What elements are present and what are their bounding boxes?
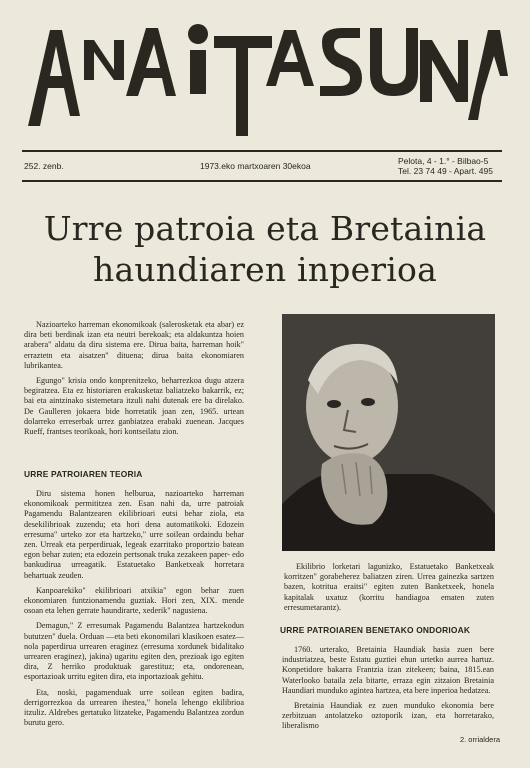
left-column-top (24, 320, 244, 442)
paragraph: Nazioarteko harreman ekonomikoak (salerosketak eta abar) ez dira beti berdinak izan eta neutri berekoak; eta aldakuntza hoien arabera" aldatu da diru sistema ere. Dirua baita, harreman hoik" erraztetn eta aisatzen" dituena; dirua baita ekonomiaren lubrikantea. (24, 320, 244, 370)
portrait-image (282, 314, 495, 551)
issue-number: 252. zenb. (24, 161, 64, 171)
paragraph: Diru sistema honen helburua, nazioarteko harreman ekonomikoak permititzea zen. Esan nahi da, urre patroiak Pagamendu Balantzearen ekilibrioari eutsi behar ziola, eta desekilibrioak zuzendu; eta hori dena automatikoki. Edozein erresuma" urteko zor eta hartzeko," urre soilean ordaindu behar zen. Urreak eta perperdiruak, legeak ezarritako proportzio batean egon behar zuten; eta edozein pertsonak truka zezakeen paper- edo bankudirua urreagatik. Estatuetako Banketxeak horretara behartuak zeuden. (24, 489, 244, 580)
paragraph: 1760. urterako, Bretainia Haundiak hasia zuen bere industriatzea, beste Estatu guztiei ehun urtetko aurrea hartuz. Konpetidore bakarra Frantzia izan zitekeen; baina, 1815.ean Waterlooko bataila zela bitarte, erraza egin zitzaion Bretainia Haundiari munduko agintea hartzea, eta bere inperioa hedatzea. (282, 645, 494, 695)
paragraph: Kanpoarekiko" ekilibrioari atxikia" egon behar zuen ekonomiaren funtzionamendu guztiak. Hori zen, XIX. mende osoan eta lehen gerrate haundirarte, xederik" nagusiena. (24, 585, 244, 616)
headline-line-2: haundiaren inperioa (93, 250, 437, 289)
headline-line-1: Urre patroia eta Bretainia (43, 209, 487, 248)
paragraph: Egungo" krisia ondo konprenitzeko, beharrezkoa dugu atzera begiratzea. Eta ez historiaren erakusketaz baliatzeko bakarrik, ez; bai eta aintzinako sistemetara itzuli nahi dutenak ere ba direlako. De Gaulleren jokaera bide horretatik joan zen, 1965. urtean dolarreko erreserbak urrez ganbiatzea erabaki zuenean. Jacques Rueff, frantses teorikoak, hori kontseilatu zion. (24, 376, 244, 437)
left-column-bottom (24, 489, 244, 733)
page-headline (20, 208, 510, 290)
bleed-through-text (40, 4, 480, 11)
subheading-benetako-ondorioak: URRE PATROIAREN BENETAKO ONDORIOAK (280, 625, 471, 635)
subheading-urre-patroiaren-teoria: URRE PATROIAREN TEORIA (24, 469, 143, 479)
header-rule-bottom (22, 180, 502, 182)
header-rule-top (22, 150, 502, 152)
paragraph: Eta, noski, pagamenduak urre soilean egiten badira, derrigorrezkoa da urrearen ihestea," honela lehengo ekilibrioa itzuliz. Aldrebes gertatuko litzateke, Pagamendu Balantzea zordun burutu gero. (24, 687, 244, 728)
masthead-logotype (22, 16, 508, 136)
portrait-photo (282, 314, 495, 551)
masthead-logo (22, 16, 508, 136)
paragraph: Bretainia Haundiak ez zuen munduko ekonomia bere zerbitzuan antolatzeko oztoporik izan, eta horretarako, liberalismo (282, 701, 494, 731)
address-line-1: Pelota, 4 - 1.° - Bilbao-5 (398, 156, 489, 166)
continued-page-note: 2. orrialdera (459, 735, 500, 744)
address-line-2: Tel. 23 74 49 - Apart. 495 (398, 166, 493, 176)
caption-text: Ekilibrio lorketari lagunizko, Estatuetako Banketxeak korritzen" gorabeherez baliatzen ziren. Urrea gainezka sartzen bazen, kotritua eraitsi" egiten zuten Banketxeek, honela kapitalak uxatuz (korritu handiagoa ematen zuten erresumetarantz). (284, 562, 494, 612)
photo-caption (284, 562, 494, 618)
paragraph: Demagun," Z erresumak Pagamendu Balantzea hartzekodun bututzen" duela. Orduan —eta beti ekonomilari klasikoen esatez— nola paperdirua urrearen eraginez (erresuma xordunek bidalitako urrearen eraginez), jakina) ugaritu egiten den, prezioak igo egiten dira, Z herriko produktuak garestituz; eta, ondorenean, esportazioak urritu egiten dira, eta inportazioak gehitu. (24, 621, 244, 682)
issue-date: 1973.eko martxoaren 30ekoa (200, 161, 311, 171)
right-column-body (282, 645, 494, 737)
